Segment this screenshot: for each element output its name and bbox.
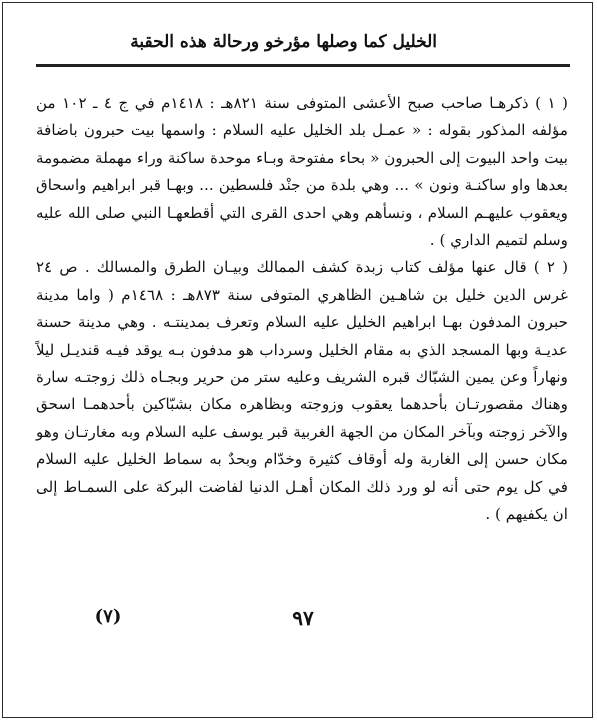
title-divider bbox=[36, 64, 570, 67]
page-title: الخليل كما وصلها مؤرخو ورحالة هذه الحقبة bbox=[130, 32, 437, 52]
footnote-paragraph-2: ( ٢ ) قال عنها مؤلف كتاب زبدة كشف الممالك وبيـان الطرق والمسالك . ص ٢٤ غرس الدين خليل بن شاهـين الظاهري المتوفى سنة ٨٧٣هـ : ١٤٦٨م ( واما مدينة حبرون المدفون بهـا ابراهيم الخليل عليه السلام وتعرف بمدينتـه . وهي مدينة حسنة عديـة وبها المسجد الذي به مقام الخليل وسرداب هو مدفون بـه يوقد فيـه قنديـل ليلاً ونهاراً وعن يمين الشبّاك قبره الشريف وعليه ستر من حرير وبجـاه ذلك زوجتـه سارة وهناك مقصورتـان بأحدهما يعقوب وزوجته وبظاهره مكان بشبّاكين بأحدهمـا اسحق والآخر زوجته وبآخر المكان من الجهة الغربية قبر يوسف عليه السلام وبه مغارتـان وهو مكان حسن إلى الغاربة وله أوقاف كثيرة وخدّام وبحدٌ به سماط الخليل عليه السلام في كل يوم حتى أنه لو ورد ذلك المكان أهـل الدنيا لفاضت البركة على السمـاط إلى ان يكفيهم ) . bbox=[36, 258, 568, 524]
page-body bbox=[36, 90, 568, 529]
note-number: (٧) bbox=[94, 606, 122, 627]
footnote-paragraph-1: ( ١ ) ذكرهـا صاحب صبح الأعشى المتوفى سنة ٨٢١هـ : ١٤١٨م في ج ٤ ـ ١٠٢ من مؤلفه المذكور بقوله : « عمـل بلد الخليل عليه السلام : واسمها بيت حبرون باضافة بيت واحد البيوت إلى الحبرون « بحاء مفتوحة وبـاء موحدة ساكنة وراء مهملة مضمومة بعدها واو ساكنـة ونون » ... وهي بلدة من جنْد فلسطين ... وبهـا قبر ابراهيم واسحاق ويعقوب عليهـم السلام ، ونسأهم وهي احدى القرى التي أقطعهـا النبي صلى الله عليه وسلم لتميم الداري ) . bbox=[36, 94, 568, 250]
page-number: ٩٧ bbox=[292, 606, 314, 630]
